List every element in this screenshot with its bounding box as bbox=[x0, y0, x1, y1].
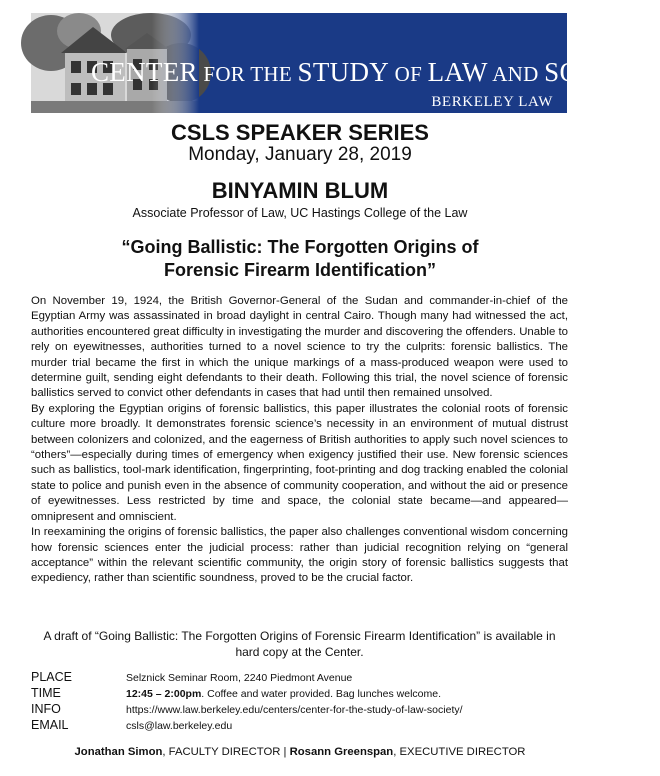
talk-title-line-2: Forensic Firearm Identification” bbox=[163, 260, 437, 280]
center-title bbox=[91, 57, 660, 88]
info-row-info bbox=[31, 702, 568, 718]
event-info bbox=[31, 670, 568, 734]
title-part-study: STUDY bbox=[297, 57, 390, 87]
title-part-law: LAW bbox=[427, 57, 488, 87]
speaker-name: BINYAMIN BLUM bbox=[211, 178, 389, 203]
info-row-time bbox=[31, 686, 568, 702]
info-url-link[interactable]: https://www.law.berkeley.edu/centers/center-for-the-study-of-law-society/ bbox=[126, 704, 463, 716]
place-label: PLACE bbox=[31, 670, 72, 684]
time-value bbox=[126, 688, 441, 700]
time-range: 12:45 – 2:00pm bbox=[126, 688, 202, 700]
executive-director-name: Rosann Greenspan bbox=[289, 746, 394, 758]
info-row-email bbox=[31, 718, 568, 734]
event-date: Monday, January 28, 2019 bbox=[188, 144, 412, 165]
time-label: TIME bbox=[31, 686, 61, 700]
faculty-director-role: , FACULTY DIRECTOR | bbox=[162, 746, 290, 758]
abstract-paragraph-2: By exploring the Egyptian origins of forensic ballistics, this paper illustrates the colonial roots of forensic culture more broadly. It demonstrates forensic science’s necessity in an environment of mutual distrust between colonizers and colonized, and the eagerness of British authorities to apply such novel sciences to “others”—especially during times of emergency when exigency justified their use. New forensic sciences such as ballistics, tool-mark identification, fingerprinting, foot-printing and dog tracking enabled the colonial state to police and punish even in the absence of community cooperation, and without the aid or presence of eyewitnesses. Less restricted by time and space, the colonial state became—and appeared—omnipresent and omniscient. bbox=[31, 402, 568, 523]
email-link[interactable]: csls@law.berkeley.edu bbox=[126, 720, 233, 732]
speaker-role: Associate Professor of Law, UC Hastings College of the Law bbox=[132, 206, 468, 220]
executive-director-role: , EXECUTIVE DIRECTOR bbox=[393, 746, 526, 758]
faculty-director-name: Jonathan Simon bbox=[74, 746, 163, 758]
email-label: EMAIL bbox=[31, 718, 69, 732]
title-part-for-the: FOR THE bbox=[197, 62, 298, 86]
directors-footer bbox=[0, 746, 600, 758]
abstract-paragraph-1: On November 19, 1924, the British Governor-General of the Sudan and commander-in-chief of the Egyptian Army was assassinated in broad daylight in central Cairo. Though many had witnessed the act, authorities encountered great difficulty in investigating the murder and discovering the offenders. Unable to rely on eyewitnesses, authorities turned to a novel science to try the culprits: forensic ballistics. The murder trial became the first in which the unique markings of a mass-produced weapon were used to determine guilt, sending eight defendants to their death. Following this trial, the novel science of forensic ballistics served to convict other defendants in cases that had until then remained unsolved. bbox=[31, 295, 568, 400]
berkeley-law-label: BERKELEY LAW bbox=[431, 94, 553, 110]
time-note: . Coffee and water provided. Bag lunches welcome. bbox=[201, 688, 441, 700]
title-part-of: OF bbox=[389, 62, 428, 86]
abstract bbox=[31, 294, 568, 587]
header-banner bbox=[31, 13, 660, 113]
title-part-society: SOCIETY bbox=[544, 57, 660, 87]
talk-title-line-1: “Going Ballistic: The Forgotten Origins of bbox=[121, 237, 479, 257]
title-part-and: AND bbox=[487, 62, 545, 86]
abstract-paragraph-3: In reexamining the origins of forensic ballistics, the paper also challenges conventional wisdom concerning how forensic sciences enter the judicial process: rather than judicial recognition relying on “general acceptance” within the relevant scientific community, the origin story of forensic ballistics suggests that expediency, rather than scientific soundness, proved to be the crucial factor. bbox=[31, 526, 568, 585]
draft-note: A draft of “Going Ballistic: The Forgotten Origins of Forensic Firearm Identification” is available in hard copy at the Center. bbox=[43, 629, 556, 659]
title-part-center: CENTER bbox=[91, 57, 198, 87]
info-label: INFO bbox=[31, 702, 61, 716]
place-value: Selznick Seminar Room, 2240 Piedmont Avenue bbox=[126, 672, 353, 684]
info-row-place bbox=[31, 670, 568, 686]
series-heading: CSLS SPEAKER SERIES bbox=[171, 120, 429, 145]
talk-title bbox=[0, 236, 600, 282]
